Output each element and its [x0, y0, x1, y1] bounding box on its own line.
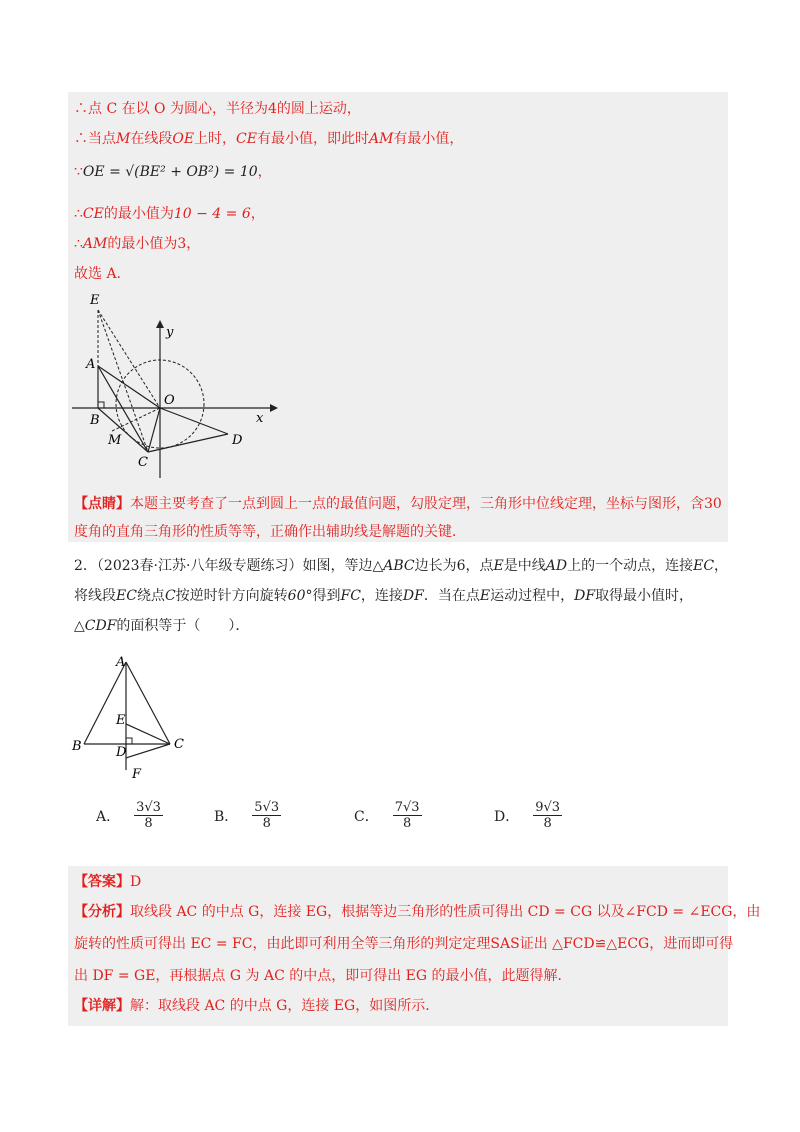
label-F: F: [132, 767, 142, 782]
choice-a-fraction: $\frac{3√3}{8}$: [136, 800, 161, 831]
analysis-line-2: 旋转的性质可得出 EC = FC，由此即可利用全等三角形的判定定理SAS证出 △FCD≌△ECG，进而即可得: [74, 936, 734, 952]
label-A: A: [86, 357, 96, 372]
label-D: D: [116, 745, 127, 760]
figure-coordinate-geometry: [70, 288, 290, 484]
choice-c-fraction: $\frac{7√3}{8}$: [394, 800, 420, 831]
choice-c[interactable]: C． $\frac{7√3}{8}$: [354, 800, 420, 831]
label-A: A: [116, 655, 126, 670]
solution-line-6: 故选 A.: [74, 266, 122, 282]
solution-line-4: ∴CE的最小值为10 − 4 = 6，: [74, 206, 265, 222]
label-E: E: [90, 293, 100, 308]
choice-d[interactable]: D． $\frac{9√3}{8}$: [494, 800, 561, 831]
question2-line-3: △CDF的面积等于（ ）．: [74, 618, 250, 634]
label-D: D: [232, 433, 243, 448]
solution-line-5: ∴AM的最小值为3，: [74, 236, 201, 252]
solution-line-2: ∴当点M在线段OE上时，CE有最小值，即此时AM有最小值，: [74, 131, 464, 147]
detail-line: 【详解】解：取线段 AC 的中点 G，连接 EG，如图所示．: [74, 998, 440, 1014]
choice-b[interactable]: B． $\frac{5√3}{8}$: [214, 800, 280, 831]
comment-line-2: 度角的直角三角形的性质等等，正确作出辅助线是解题的关键．: [74, 524, 466, 540]
label-x: x: [256, 411, 264, 426]
label-E: E: [116, 713, 126, 728]
label-B: B: [90, 413, 100, 428]
label-M: M: [108, 433, 122, 448]
label-C: C: [138, 455, 148, 470]
solution-line-3: ∵OE = √(BE² + OB²) = 10，: [74, 164, 272, 180]
question2-line-2: 将线段EC绕点C按逆时针方向旋转60°得到FC，连接DF．当在点E运动过程中，DF取得最小值时，: [74, 588, 694, 604]
label-C: C: [174, 737, 184, 752]
label-y: y: [166, 325, 174, 340]
choice-a[interactable]: A． $\frac{3√3}{8}$: [96, 800, 161, 831]
x-axis-arrow: [270, 404, 278, 412]
choice-d-fraction: $\frac{9√3}{8}$: [535, 800, 561, 831]
choice-b-fraction: $\frac{5√3}{8}$: [254, 800, 280, 831]
label-B: B: [72, 739, 82, 754]
label-O: O: [164, 393, 175, 408]
comment-line-1: 【点睛】本题主要考查了一点到圆上一点的最值问题，勾股定理，三角形中位线定理，坐标与图形，含30: [74, 496, 722, 512]
analysis-line-3: 出 DF = GE，再根据点 G 为 AC 的中点，即可得出 EG 的最小值，此题得解．: [74, 968, 572, 984]
solution-line-1: ∴点 C 在以 O 为圆心，半径为4的圆上运动，: [74, 101, 361, 117]
analysis-line-1: 【分析】取线段 AC 的中点 G，连接 EG，根据等边三角形的性质可得出 CD = CG 以及∠FCD = ∠ECG，由: [74, 904, 761, 920]
answer-line: 【答案】D: [74, 874, 142, 890]
right-angle-mark: [98, 402, 104, 408]
y-axis-arrow: [156, 320, 164, 328]
figure-equilateral-triangle: [70, 652, 210, 782]
question2-line-1: 2．（2023春·江苏·八年级专题练习）如图，等边△ABC边长为6，点E是中线AD上的一个动点，连接EC，: [74, 558, 729, 574]
